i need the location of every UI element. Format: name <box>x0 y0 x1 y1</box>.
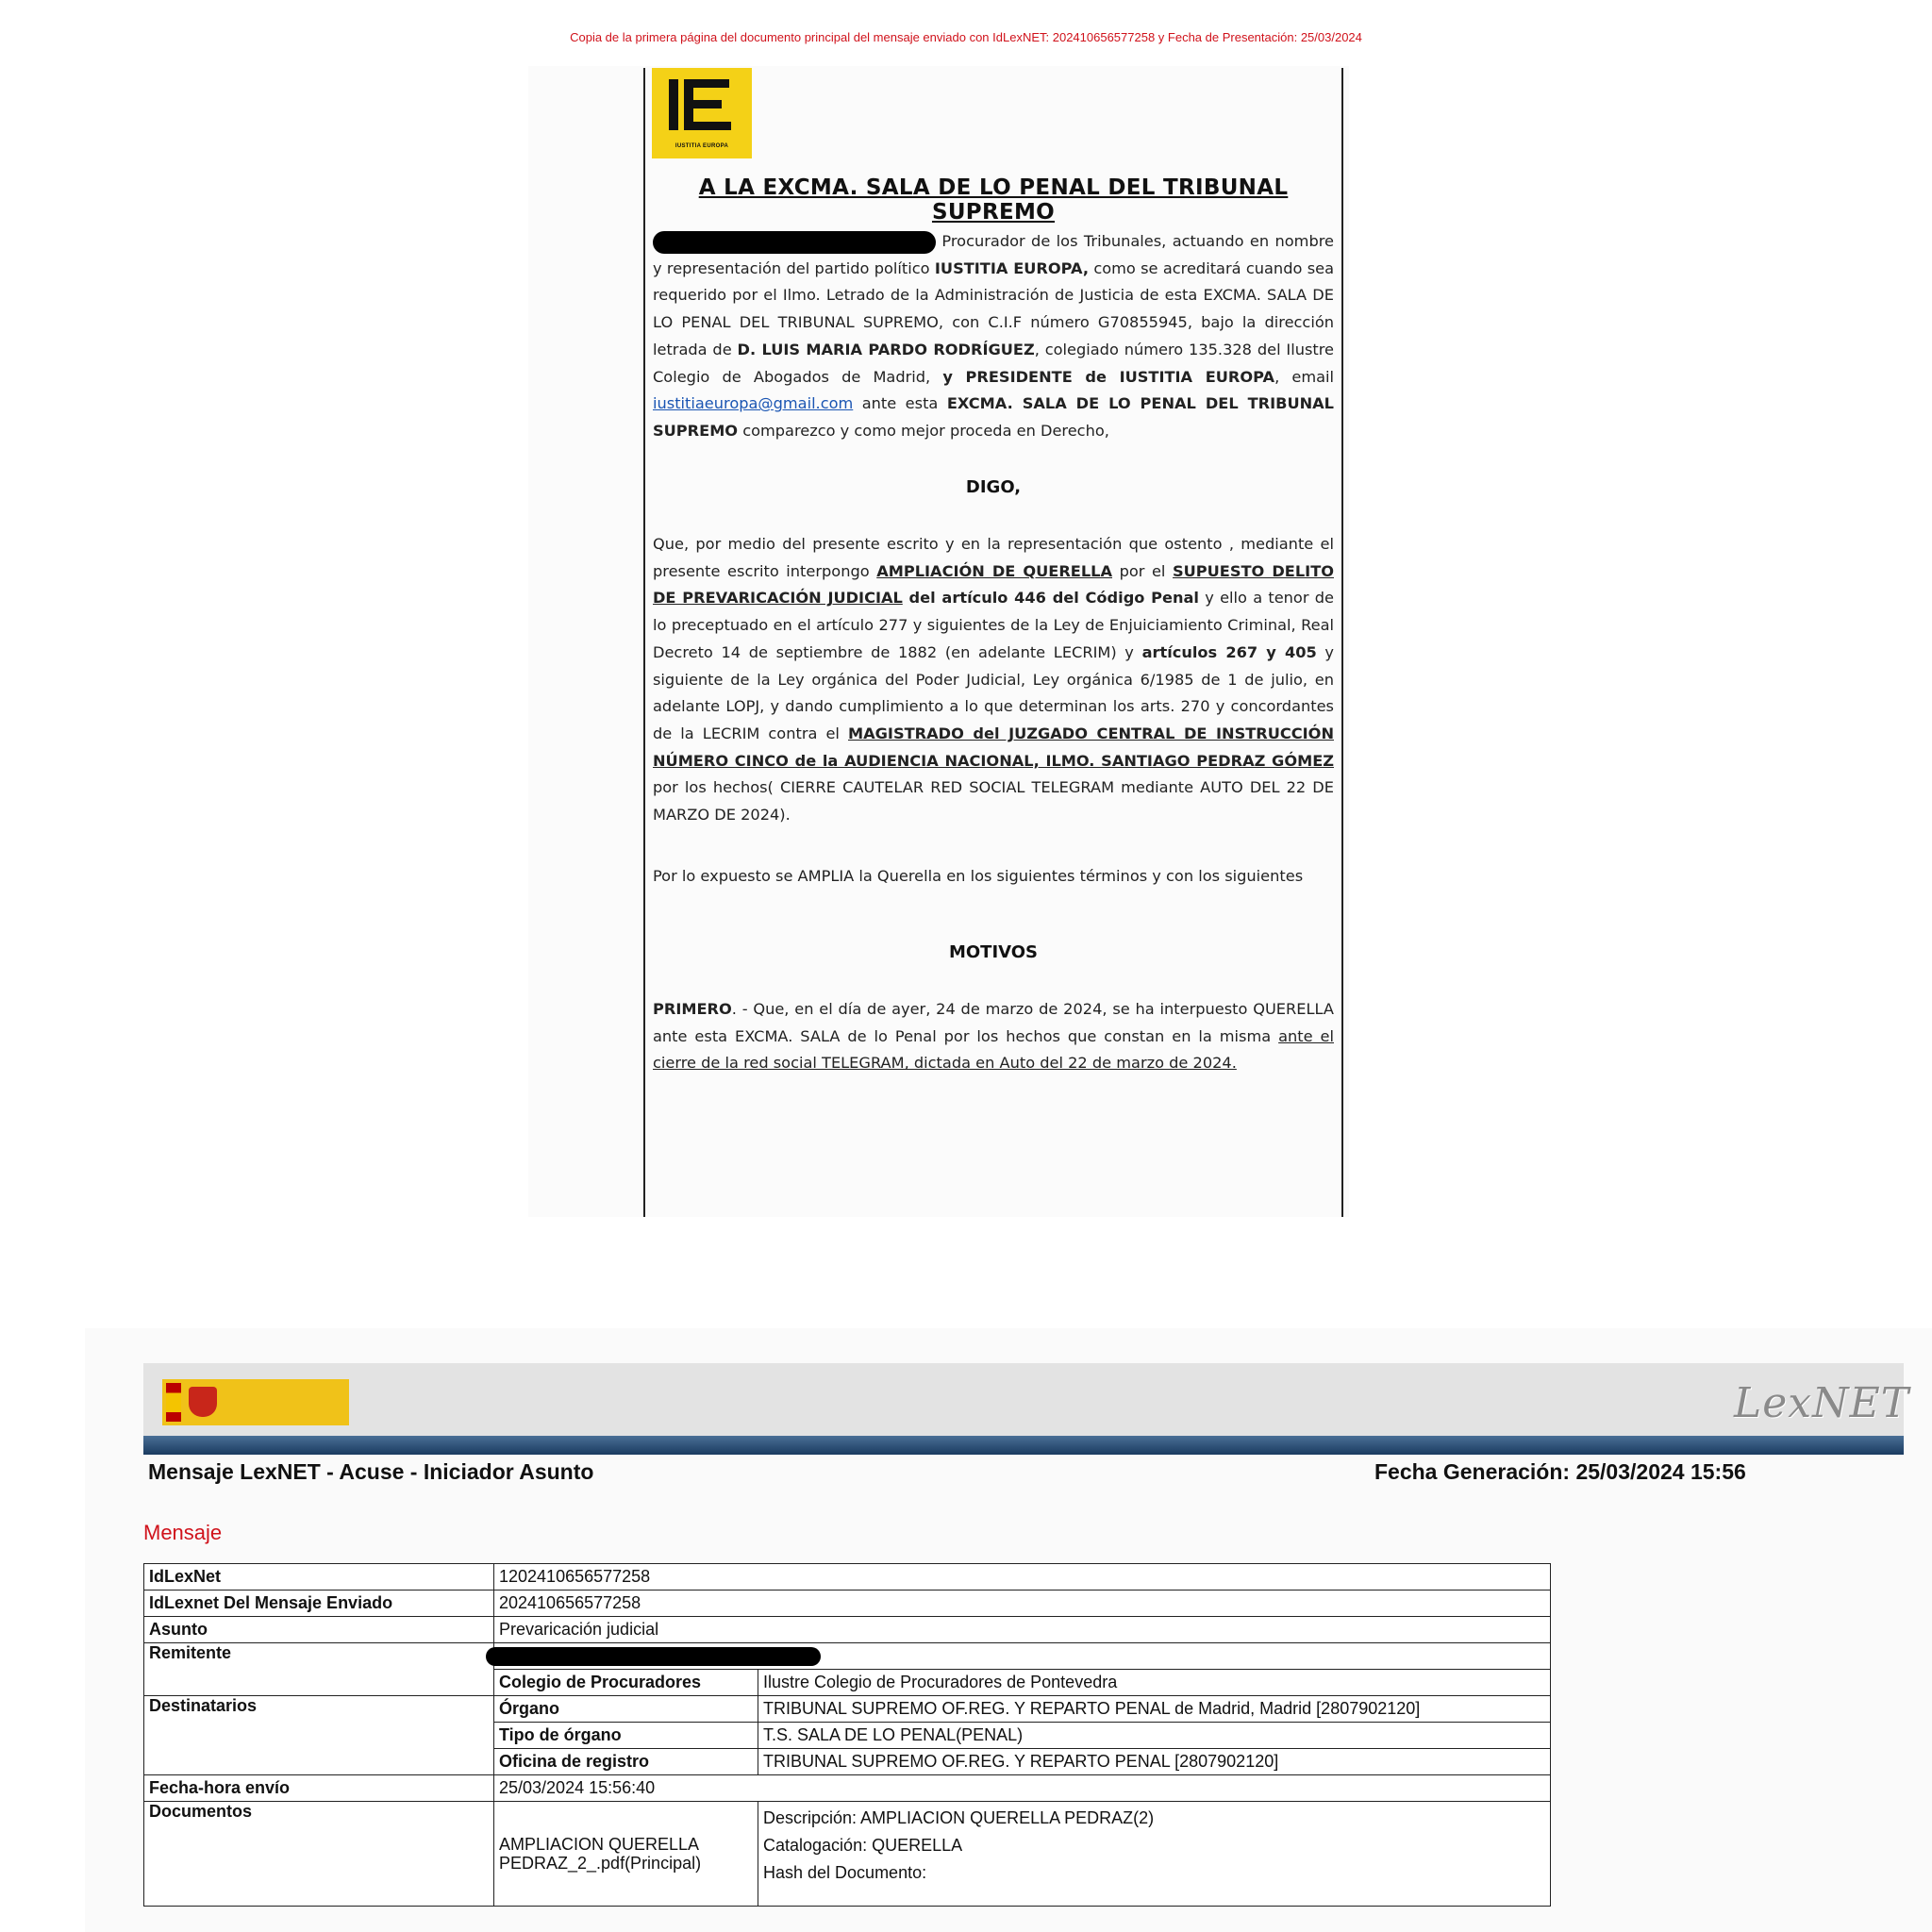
message-table <box>143 1563 1551 1907</box>
logo-caption: IUSTITIA EUROPA <box>675 143 729 149</box>
gobierno-espana-logo <box>162 1379 349 1425</box>
document-catalog: Catalogación: QUERELLA <box>763 1836 963 1855</box>
primero-paragraph: PRIMERO. - Que, en el día de ayer, 24 de marzo de 2024, se ha interpuesto QUERELLA ante esta EXCMA. SALA de lo Penal por los hechos que constan en la misma ante el cierre de la red social TELEGRAM, dictada en Auto del 22 de marzo de 2024. <box>653 1000 1334 1073</box>
table-row <box>144 1591 1551 1617</box>
row-value: Prevaricación judicial <box>494 1617 1551 1643</box>
row-key: IdLexNet <box>144 1564 494 1591</box>
document-title: A LA EXCMA. SALA DE LO PENAL DEL TRIBUNAL SUPREMO <box>698 175 1289 225</box>
table-row <box>144 1696 1551 1723</box>
row-key: Asunto <box>144 1617 494 1643</box>
digo-heading: DIGO, <box>965 477 1022 497</box>
flag-icon <box>166 1383 181 1422</box>
table-row <box>144 1564 1551 1591</box>
table-row <box>144 1802 1551 1907</box>
header-note: Copia de la primera página del documento principal del mensaje enviado con IdLexNET: 202410656577258 y Fecha de Presentación: 25/03/2024 <box>570 30 1362 44</box>
row-key: Órgano <box>494 1696 758 1723</box>
table-row <box>144 1617 1551 1643</box>
coat-of-arms-icon <box>189 1387 217 1417</box>
row-key: Destinatarios <box>144 1696 494 1775</box>
row-value: TRIBUNAL SUPREMO OF.REG. Y REPARTO PENAL de Madrid, Madrid [2807902120] <box>758 1696 1551 1723</box>
intro-paragraph: Procurador de los Tribunales, actuando en nombre y representación del partido político IUSTITIA EUROPA, como se acreditará cuando sea requerido por el Ilmo. Letrado de la Administración de Justicia de esta EXCMA. SALA DE LO PENAL DEL TRIBUNAL SUPREMO, con C.I.F número G70855945, bajo la dirección letrada de D. LUIS MARIA PARDO RODRÍGUEZ, colegiado número 135.328 del Ilustre Colegio de Abogados de Madrid, y PRESIDENTE de IUSTITIA EUROPA, email iustitiaeuropa@gmail.com ante esta EXCMA. SALA DE LO PENAL DEL TRIBUNAL SUPREMO comparezco y como mejor proceda en Derecho, <box>653 232 1335 440</box>
amplia-paragraph: Por lo expuesto se AMPLIA la Querella en los siguientes términos y con los siguientes <box>653 867 1304 885</box>
row-key: Tipo de órgano <box>494 1723 758 1749</box>
lexnet-brand: LexNET <box>1734 1379 1910 1427</box>
main-paragraph: Que, por medio del presente escrito y en la representación que ostento , mediante el presente escrito interpongo AMPLIACIÓN DE QUERELLA por el SUPUESTO DELITO DE PREVARICACIÓN JUDICIAL del artículo 446 del Código Penal y ello a tenor de lo preceptuado en el artículo 277 y siguientes de la Ley de Enjuiciamiento Criminal, Real Decreto 14 de septiembre de 1882 (en adelante LECRIM) y artículos 267 y 405 y siguiente de la Ley orgánica del Poder Judicial, Ley orgánica 6/1985 de 1 de julio, en adelante LOPJ, y dando cumplimiento a lo que determinan los arts. 270 y concordantes de la LECRIM contra el MAGISTRADO del JUZGADO CENTRAL DE INSTRUCCIÓN NÚMERO CINCO de la AUDIENCIA NACIONAL, ILMO. SANTIAGO PEDRAZ GÓMEZ por los hechos( CIERRE CAUTELAR RED SOCIAL TELEGRAM mediante AUTO DEL 22 DE MARZO DE 2024). <box>653 535 1335 824</box>
motivos-heading: MOTIVOS <box>948 942 1039 962</box>
table-row <box>144 1775 1551 1802</box>
document-hash-label: Hash del Documento: <box>763 1863 927 1882</box>
iustitia-europa-logo <box>652 68 752 158</box>
lexnet-title: Mensaje LexNET - Acuse - Iniciador Asunto <box>148 1459 594 1484</box>
document-details <box>758 1802 1551 1907</box>
row-key: Colegio de Procuradores <box>494 1670 758 1696</box>
generation-date: Fecha Generación: 25/03/2024 15:56 <box>1374 1459 1746 1484</box>
row-key: Oficina de registro <box>494 1749 758 1775</box>
row-value: 202410656577258 <box>494 1591 1551 1617</box>
row-key: Fecha-hora envío <box>144 1775 494 1802</box>
row-key: Remitente <box>144 1643 494 1696</box>
ie-logo-icon <box>667 77 735 132</box>
row-value: Ilustre Colegio de Procuradores de Pontevedra <box>758 1670 1551 1696</box>
row-value: TRIBUNAL SUPREMO OF.REG. Y REPARTO PENAL [2807902120] <box>758 1749 1551 1775</box>
document-description: Descripción: AMPLIACION QUERELLA PEDRAZ(2) <box>763 1808 1155 1827</box>
document-file-link[interactable]: AMPLIACION QUERELLA PEDRAZ_2_.pdf(Principal) <box>494 1802 758 1907</box>
remitente-value <box>494 1643 1551 1670</box>
redaction-bar <box>653 231 936 254</box>
section-label: Mensaje <box>143 1521 223 1544</box>
document-page <box>643 68 1343 1217</box>
row-key: IdLexnet Del Mensaje Enviado <box>144 1591 494 1617</box>
redaction-bar <box>486 1647 821 1666</box>
email-link[interactable]: iustitiaeuropa@gmail.com <box>653 394 854 413</box>
table-row <box>144 1643 1551 1670</box>
row-key: Documentos <box>144 1802 494 1907</box>
row-value: T.S. SALA DE LO PENAL(PENAL) <box>758 1723 1551 1749</box>
row-value: 25/03/2024 15:56:40 <box>494 1775 1551 1802</box>
lexnet-header-bar <box>143 1436 1904 1455</box>
row-value: 1202410656577258 <box>494 1564 1551 1591</box>
